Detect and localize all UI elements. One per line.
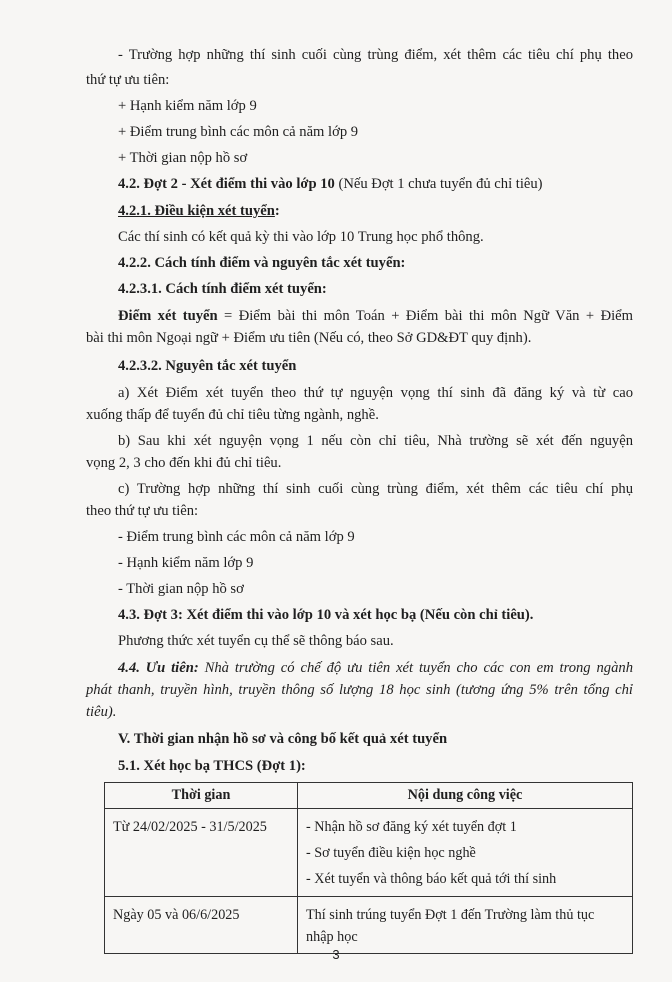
list-item: - Điểm trung bình các môn cả năm lớp 9 — [118, 529, 355, 545]
heading-4-2-3-2: 4.2.3.2. Nguyên tắc xét tuyển — [118, 358, 297, 374]
list-item: + Điểm trung bình các môn cả năm lớp 9 — [118, 124, 359, 140]
heading-section-v: V. Thời gian nhận hồ sơ và công bố kết quả xét tuyển — [118, 731, 448, 747]
heading-4-2 — [118, 174, 543, 194]
list-item: - Thời gian nộp hồ sơ — [118, 581, 244, 597]
paragraph-4-3: Phương thức xét tuyển cụ thể sẽ thông báo sau. — [118, 633, 394, 649]
cell-time: Ngày 05 và 06/6/2025 — [113, 907, 240, 923]
paragraph-c-line2: theo thứ tự ưu tiên: — [86, 503, 199, 519]
heading-4-2-bold: 4.2. Đợt 2 - Xét điểm thi vào lớp 10 — [118, 176, 335, 192]
column-header-content: Nội dung công việc — [298, 783, 633, 809]
paragraph-c-line1: c) Trường hợp những thí sinh cuối cùng trùng điểm, xét thêm các tiêu chí phụ — [118, 481, 633, 497]
table-cell — [298, 897, 633, 954]
cell-time: Từ 24/02/2025 - 31/5/2025 — [113, 819, 267, 835]
heading-5-1: 5.1. Xét học bạ THCS (Đợt 1): — [118, 758, 306, 774]
paragraph-a-line2: xuống thấp để tuyển đủ chỉ tiêu từng ngành, nghề. — [86, 407, 379, 423]
column-header-time: Thời gian — [105, 783, 298, 809]
heading-4-2-3-1: 4.2.3.1. Cách tính điểm xét tuyển: — [118, 281, 327, 297]
table-cell — [105, 809, 298, 897]
paragraph-4-4-line2: phát thanh, truyền hình, truyền thông số lượng 18 học sinh (tương ứng 5% trên tổng chỉ — [86, 682, 633, 698]
cell-content-line: Thí sinh trúng tuyển Đợt 1 đến Trường làm thủ tục — [306, 907, 595, 923]
table-row — [105, 897, 633, 954]
formula-label: Điểm xét tuyển — [118, 308, 218, 324]
formula-text: = Điểm bài thi môn Toán + Điểm bài thi môn Ngữ Văn + Điểm — [217, 308, 633, 324]
cell-content-line: nhập học — [306, 929, 358, 945]
heading-4-2-1 — [118, 201, 280, 221]
formula-line2: bài thi môn Ngoại ngữ + Điểm ưu tiên (Nếu có, theo Sở GD&ĐT quy định). — [86, 330, 532, 346]
paragraph-b-line1: b) Sau khi xét nguyện vọng 1 nếu còn chỉ tiêu, Nhà trường sẽ xét đến nguyện — [118, 433, 633, 449]
list-item: - Nhận hồ sơ đăng ký xét tuyển đợt 1 — [306, 819, 517, 835]
heading-colon: : — [274, 203, 280, 219]
paragraph-4-4-line1 — [118, 658, 633, 678]
paragraph-b-line2: vọng 2, 3 cho đến khi đủ chỉ tiêu. — [86, 455, 282, 471]
paragraph-4-4-line3: tiêu). — [86, 704, 117, 720]
formula-line1 — [118, 306, 633, 326]
table-cell — [298, 809, 633, 897]
heading-4-3: 4.3. Đợt 3: Xét điểm thi vào lớp 10 và xét học bạ (Nếu còn chỉ tiêu). — [118, 607, 534, 623]
priority-text: Nhà trường có chế độ ưu tiên xét tuyển cho các con em trong ngành — [198, 660, 633, 676]
page-number: 3 — [332, 947, 340, 962]
list-item: - Sơ tuyển điều kiện học nghề — [306, 845, 476, 861]
table-cell — [105, 897, 298, 954]
list-item: - Hạnh kiểm năm lớp 9 — [118, 555, 254, 571]
heading-4-2-1-text: 4.2.1. Điều kiện xét tuyển — [118, 203, 275, 219]
list-item: - Xét tuyển và thông báo kết quả tới thí sinh — [306, 871, 557, 887]
schedule-table — [104, 782, 633, 954]
heading-4-4: 4.4. Ưu tiên: — [118, 660, 199, 676]
list-item: + Thời gian nộp hồ sơ — [118, 150, 248, 166]
heading-4-2-note: (Nếu Đợt 1 chưa tuyển đủ chỉ tiêu) — [334, 176, 543, 192]
list-item: + Hạnh kiểm năm lớp 9 — [118, 98, 257, 114]
table-header-row — [105, 783, 633, 809]
paragraph-a-line1: a) Xét Điểm xét tuyển theo thứ tự nguyện vọng thí sinh đã đăng ký và từ cao — [118, 385, 633, 401]
paragraph-tiebreak-line1: - Trường hợp những thí sinh cuối cùng trùng điểm, xét thêm các tiêu chí phụ theo — [118, 47, 633, 63]
paragraph-condition: Các thí sinh có kết quả kỳ thi vào lớp 10 Trung học phổ thông. — [118, 229, 484, 245]
heading-4-2-2: 4.2.2. Cách tính điểm và nguyên tắc xét tuyển: — [118, 255, 406, 271]
paragraph-tiebreak-line2: thứ tự ưu tiên: — [86, 72, 170, 88]
table-row — [105, 809, 633, 897]
